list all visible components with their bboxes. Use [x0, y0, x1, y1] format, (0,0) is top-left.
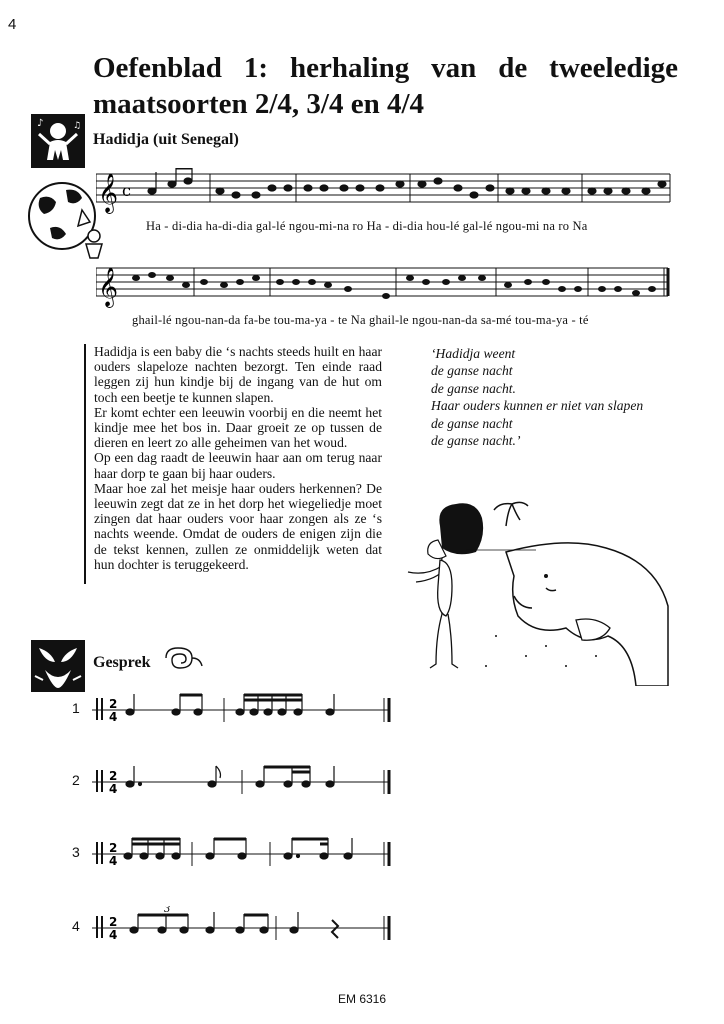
- svg-text:4: 4: [109, 854, 118, 868]
- svg-text:c: c: [122, 181, 131, 200]
- poem-line: de ganse nacht.: [431, 380, 516, 396]
- singing-child-icon: [31, 114, 85, 168]
- rhythm-row-number: 1: [72, 700, 80, 716]
- music-staff-2: [96, 262, 672, 312]
- svg-text:♫: ♫: [73, 121, 82, 131]
- svg-text:♪: ♪: [37, 118, 44, 129]
- rhythm-row-number: 3: [72, 844, 80, 860]
- triplet-mark: 3: [164, 906, 171, 915]
- svg-text:𝄞: 𝄞: [98, 173, 119, 213]
- story-paragraph: Hadidja is een baby die ‘s nachts steeds huilt en haar ouders slapeloze nachten bezorgt. Ten einde raad leggen zij hun kindje bij de ingang van de hut om toch een beetje te kunnen slapen.: [94, 344, 382, 405]
- story-text: [94, 344, 382, 572]
- child-and-lioness-illustration: [396, 496, 672, 686]
- poem-line: de ganse nacht: [431, 363, 513, 379]
- lyrics-line-1: Ha - di-dia ha-di-dia gal-lé ngou-mi-na ro Ha - di-dia hou-lé gal-lé ngou-mi na ro Na: [146, 219, 588, 233]
- poem-line: de ganse nacht.’: [431, 433, 521, 449]
- speaking-face-icon: [31, 640, 85, 692]
- section-title: Gesprek: [93, 654, 151, 671]
- page-number: 4: [8, 16, 17, 33]
- footer-code: EM 6316: [338, 992, 387, 1006]
- music-staff-1: [96, 168, 672, 218]
- song-title: Hadidja (uit Senegal): [93, 131, 239, 148]
- rhythm-row-number: 2: [72, 772, 80, 788]
- rhythm-exercise-3: [92, 834, 396, 874]
- svg-text:2: 2: [109, 697, 118, 711]
- story-paragraph: Er komt echter een leeuwin voorbij en die neemt het kindje mee het bos in. Daar groeit ze op tussen de dieren en leert zo alle geheimen van het woud.: [94, 404, 382, 451]
- svg-text:4: 4: [109, 782, 118, 796]
- rhythm-exercise-4: [92, 906, 396, 948]
- svg-text:2: 2: [109, 915, 118, 929]
- page-title: Oefenblad 1: herhaling van de tweeledige: [93, 52, 678, 84]
- story-divider: [84, 344, 86, 584]
- svg-text:4: 4: [109, 710, 118, 724]
- poem: [431, 345, 643, 449]
- svg-text:2: 2: [109, 841, 118, 855]
- svg-text:2: 2: [109, 769, 118, 783]
- page-subtitle: maatsoorten 2/4, 3/4 en 4/4: [93, 88, 425, 120]
- story-paragraph: Maar hoe zal het meisje haar ouders herkennen? De leeuwin zegt dat ze in het dorp het wiegeliedje moet zingen dat haar ouders voor haar zongen als ze ‘s nachts weende. Omdat de ouders de enigen zijn die de tekst kennen, zullen ze onmiddelijk weten dat hun dochter is teruggekeerd.: [94, 480, 382, 572]
- story-paragraph: Op een dag raadt de leeuwin haar aan om terug naar haar dorp te gaan bij haar ouders.: [94, 450, 382, 481]
- poem-line: ‘Hadidja weent: [431, 346, 516, 361]
- rhythm-exercise-1: [92, 690, 396, 730]
- svg-text:𝄞: 𝄞: [98, 267, 119, 307]
- lyrics-line-2: ghail-lé ngou-nan-da fa-be tou-ma-ya - te Na ghail-le ngou-nan-da sa-mé tou-ma-ya - té: [132, 313, 589, 327]
- spiral-icon: [162, 644, 206, 674]
- rhythm-exercise-2: [92, 762, 396, 802]
- poem-line: Haar ouders kunnen er niet van slapen: [431, 398, 644, 414]
- rhythm-row-number: 4: [72, 918, 80, 934]
- svg-text:4: 4: [109, 928, 118, 942]
- poem-line: de ganse nacht: [431, 415, 513, 431]
